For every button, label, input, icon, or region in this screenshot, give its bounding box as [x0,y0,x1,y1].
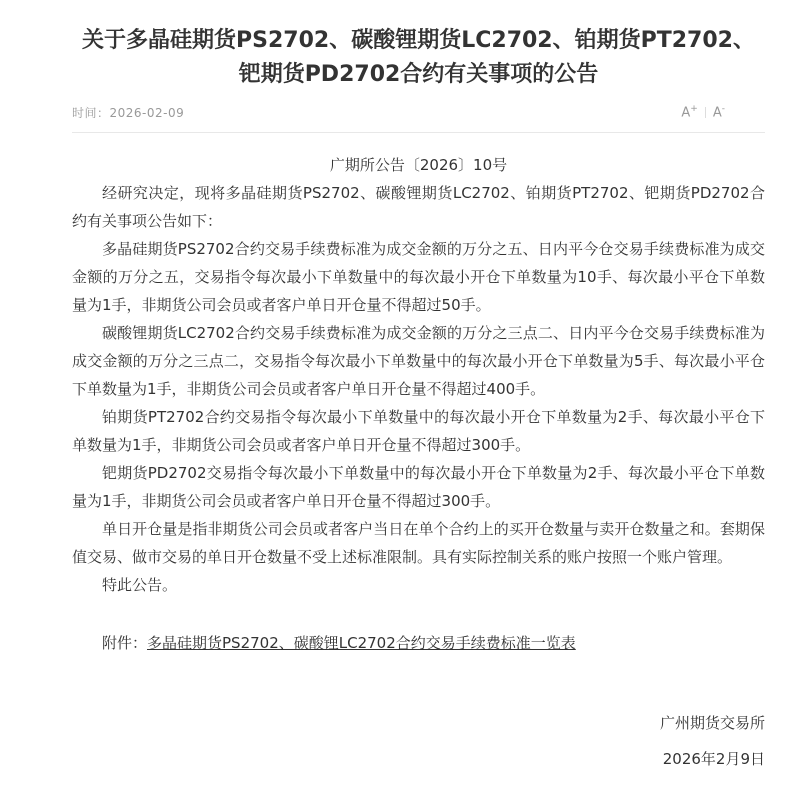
signature-block [72,705,765,795]
paragraph-closing: 特此公告。 [102,576,178,594]
paragraph-pd2702: 钯期货PD2702交易指令每次最小下单数量中的每次最小开仓下单数量为2手、每次最小平仓下单数量为1手，非期货公司会员或者客户单日开仓量不得超过300手。 [72,464,765,510]
paragraph-ps2702: 多晶硅期货PS2702合约交易手续费标准为成交金额的万分之五、日内平今仓交易手续费标准为成交金额的万分之五，交易指令每次最小下单数量中的每次最小开仓下单数量为10手、每次最小平仓下单数量为1手，非期货公司会员或者客户单日开仓量不得超过50手。 [72,240,765,314]
header-divider [72,132,765,133]
paragraph-pt2702: 铂期货PT2702合约交易指令每次最小下单数量中的每次最小开仓下单数量为2手、每次最小平仓下单数量为1手，非期货公司会员或者客户单日开仓量不得超过300手。 [72,408,765,454]
publish-time [72,104,184,121]
attachment-row [72,629,765,657]
page-title: 关于多晶硅期货PS2702、碳酸锂期货LC2702、铂期货PT2702、钯期货PD2702合约有关事项的公告 [82,28,755,87]
font-decrease-letter: A [712,105,722,121]
font-increase-letter: A [681,105,691,121]
attachment-label: 附件： [102,634,148,652]
plus-icon: + [690,104,698,115]
publish-time-label: 时间： [72,106,110,120]
announcement-page [72,0,765,795]
doc-number: 广期所公告〔2026〕10号 [329,156,508,174]
attachment-link[interactable]: 多晶硅期货PS2702、碳酸锂LC2702合约交易手续费标准一览表 [147,634,576,652]
signature-date: 2026年2月9日 [662,750,765,768]
meta-row [72,104,765,121]
paragraph-lc2702: 碳酸锂期货LC2702合约交易手续费标准为成交金额的万分之三点二、日内平今仓交易手续费标准为成交金额的万分之三点二，交易指令每次最小下单数量中的每次最小开仓下单数量为5手、每次最小平仓下单数量为1手，非期货公司会员或者客户单日开仓量不得超过400手。 [72,324,765,398]
font-decrease-button[interactable] [713,105,725,119]
minus-icon: - [721,104,725,115]
font-controls-divider [705,107,706,118]
signature-org: 广州期货交易所 [659,714,765,732]
font-size-controls [681,105,725,119]
paragraph-intro: 经研究决定，现将多晶硅期货PS2702、碳酸锂期货LC2702、铂期货PT2702、钯期货PD2702合约有关事项公告如下： [72,184,765,230]
font-increase-button[interactable] [681,105,697,119]
publish-time-value: 2026-02-09 [109,106,185,120]
paragraph-open-volume: 单日开仓量是指非期货公司会员或者客户当日在单个合约上的买开仓数量与卖开仓数量之和。套期保值交易、做市交易的单日开仓数量不受上述标准限制。具有实际控制关系的账户按照一个账户管理。 [72,520,765,566]
